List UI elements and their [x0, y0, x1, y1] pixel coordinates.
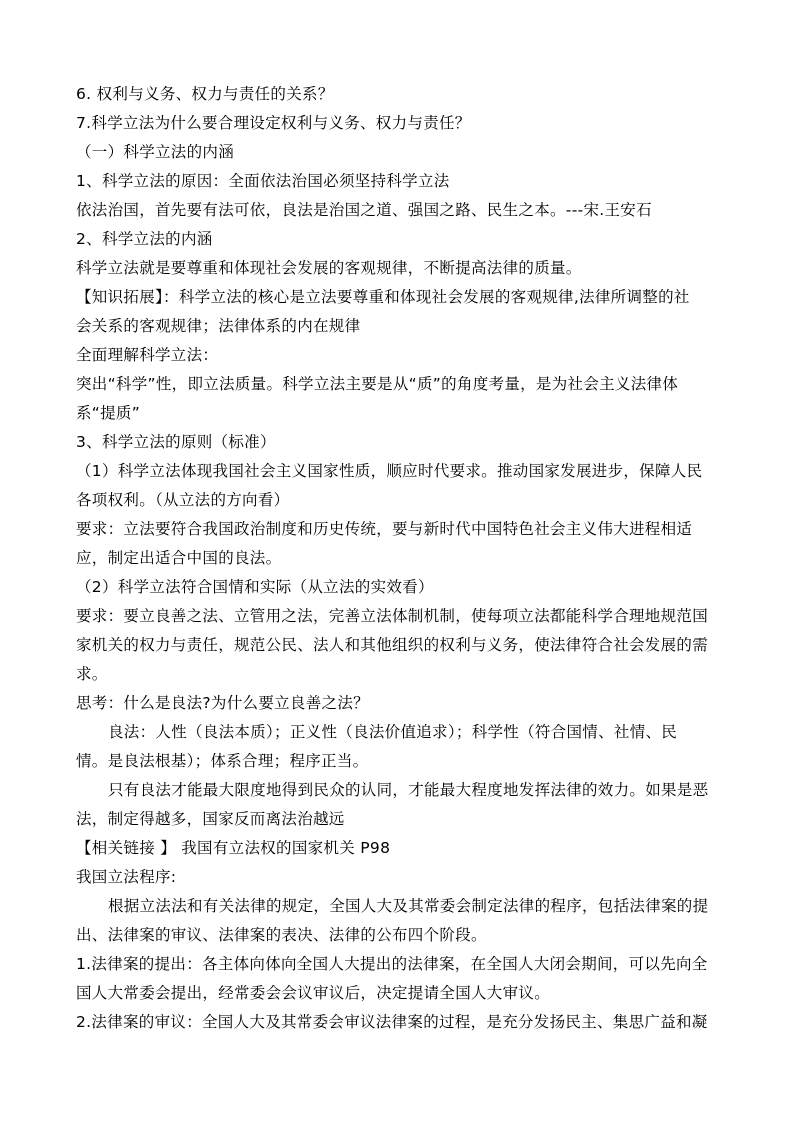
- step-1-line-1: 1.法律案的提出：各主体向体向全国人大提出的法律案，在全国人大闭会期间，可以先向全: [76, 955, 708, 973]
- step-2-line-1: 2.法律案的审议：全国人大及其常委会审议法律案的过程，是充分发扬民主、集思广益和凝: [76, 1013, 708, 1031]
- point-heading-2: 2、科学立法的内涵: [76, 230, 213, 248]
- quote-line: 依法治国，首先要有法可依，良法是治国之道、强国之路、民生之本。---宋.王安石: [76, 201, 652, 219]
- question-6: 6. 权利与义务、权力与责任的关系？: [76, 85, 334, 103]
- question-7: 7.科学立法为什么要合理设定权利与义务、权力与责任？: [76, 114, 471, 132]
- procedure-line-1: 根据立法法和有关法律的规定，全国人大及其常委会制定法律的程序，包括法律案的提: [108, 897, 709, 915]
- related-link-line: 【相关链接 】 我国有立法权的国家机关 P98: [76, 839, 391, 857]
- good-law-line-2: 情。是良法根基）；体系合理；程序正当。: [76, 752, 369, 770]
- requirement-2-line-2: 家机关的权力与责任，规范公民、法人和其他组织的权利与义务，使法律符合社会发展的需: [76, 636, 709, 654]
- principle-1-line-1: （1）科学立法体现我国社会主义国家性质，顺应时代要求。推动国家发展进步，保障人民: [76, 462, 703, 480]
- full-understanding-heading: 全面理解科学立法：: [76, 346, 219, 364]
- requirement-2-line-1: 要求：要立良善之法、立管用之法，完善立法体制机制，使每项立法都能科学合理地规范国: [76, 607, 709, 625]
- point-heading-3: 3、科学立法的原则（标准）: [76, 433, 276, 451]
- knowledge-extension-line-1: 【知识拓展】：科学立法的核心是立法要尊重和体现社会发展的客观规律,法律所调整的社: [76, 288, 690, 306]
- point-heading-1: 1、科学立法的原因：全面依法治国必须坚持科学立法: [76, 172, 450, 190]
- definition-line: 科学立法就是要尊重和体现社会发展的客观规律，不断提高法律的质量。: [76, 259, 582, 277]
- only-good-law-line-2: 法，制定得越多，国家反而离法治越远: [76, 810, 345, 828]
- highlight-line-1: 突出“科学”性，即立法质量。科学立法主要是从“质”的角度考量，是为社会主义法律体: [76, 375, 679, 393]
- requirement-1-line-1: 要求：立法要符合我国政治制度和历史传统，要与新时代中国特色社会主义伟大进程相适: [76, 520, 693, 538]
- requirement-1-line-2: 应，制定出适合中国的良法。: [76, 549, 282, 567]
- procedure-line-2: 出、法律案的审议、法律案的表决、法律的公布四个阶段。: [76, 926, 487, 944]
- highlight-line-2: 系“提质”: [76, 404, 141, 422]
- principle-2-line: （2）科学立法符合国情和实际（从立法的实效看）: [76, 578, 434, 596]
- good-law-line-1: 良法：人性（良法本质）；正义性（良法价值追求）；科学性（符合国情、社情、民: [108, 723, 678, 741]
- requirement-2-line-3: 求。: [76, 665, 108, 683]
- principle-1-line-2: 各项权利。（从立法的方向看）: [76, 491, 290, 509]
- section-heading: （一）科学立法的内涵: [76, 143, 235, 161]
- only-good-law-line-1: 只有良法才能最大限度地得到民众的认同，才能最大程度地发挥法律的效力。如果是恶: [108, 781, 709, 799]
- knowledge-extension-line-2: 会关系的客观规律；法律体系的内在规律: [76, 317, 361, 335]
- step-1-line-2: 国人大常委会提出，经常委会会议审议后，决定提请全国人大审议。: [76, 984, 551, 1002]
- think-question: 思考：什么是良法?为什么要立良善之法？: [76, 694, 369, 712]
- procedure-heading: 我国立法程序:: [76, 868, 177, 886]
